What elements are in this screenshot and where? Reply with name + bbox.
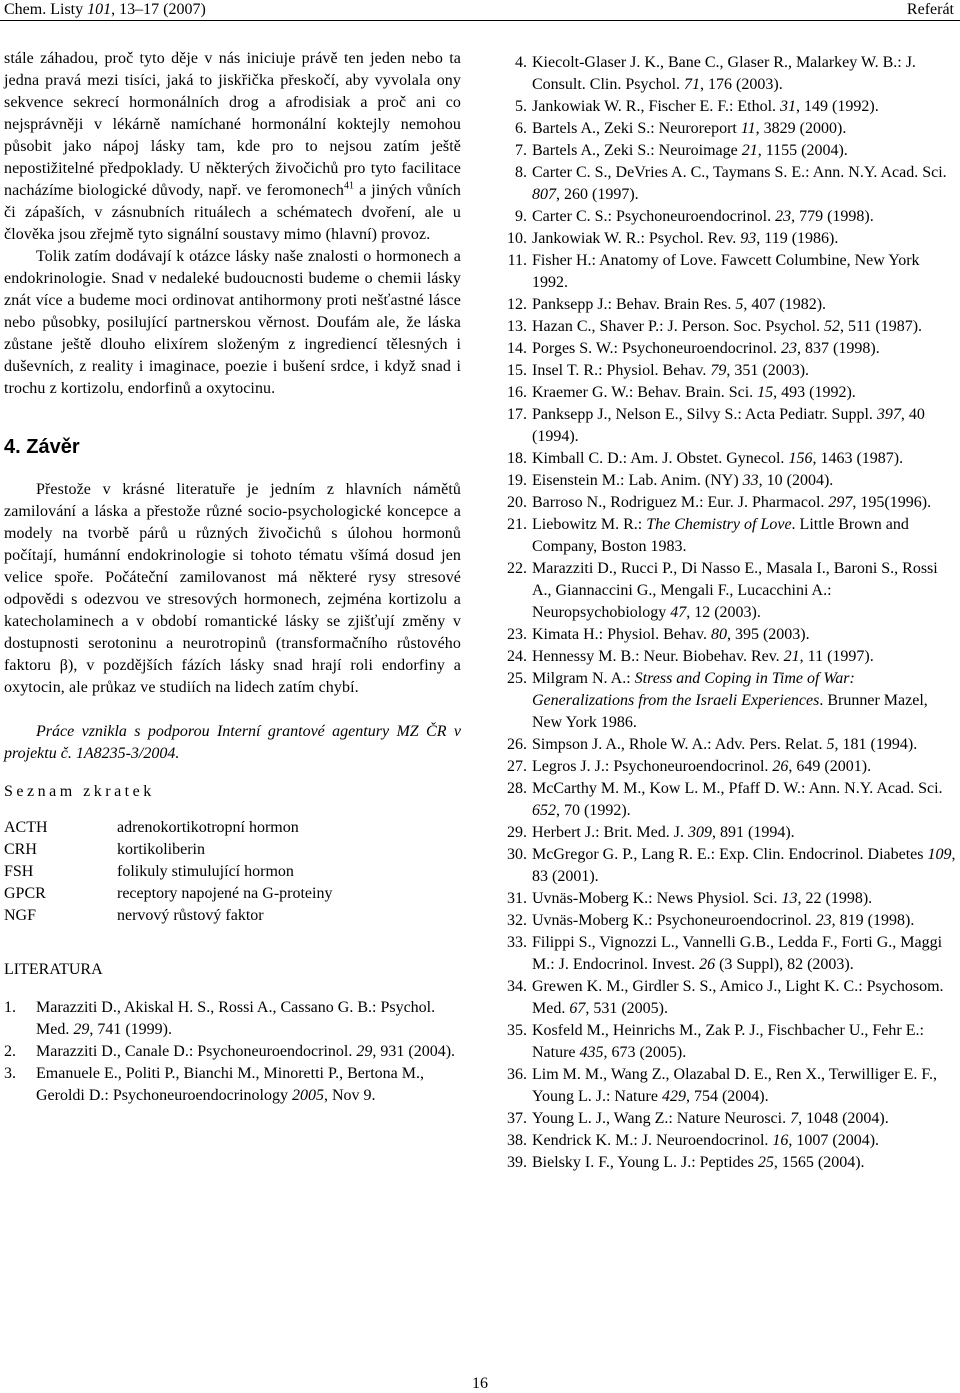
reference-text: Carter C. S., DeVries A. C., Taymans S. E.: Ann. N.Y. Acad. Sci. 807, 260 (1997). (532, 164, 947, 203)
reference-item (499, 932, 957, 976)
body-paragraph-2: Tolik zatím dodávají k otázce lásky naše znalosti o hormonech a endokrinologie. Snad v nedaleké budoucnosti budeme o chemii lásky znát více a budeme moci ordinovat antihormony proti nešťastné lásce nebo působky, posilující partnerskou věrnost. Doufám ale, že láska zůstane ještě dlouho elixírem složeným z ingrediencí tělesných i duševních, z reality i imaginace, poezie i bušení srdce, i když snad i trochu z kortizolu, endorfinů a oxytocinu. (4, 248, 461, 397)
reference-item (499, 668, 957, 734)
reference-number: 7. (515, 142, 527, 159)
reference-number: 16. (507, 384, 527, 401)
reference-item (499, 1152, 957, 1174)
reference-text: McGregor G. P., Lang R. E.: Exp. Clin. Endocrinol. Diabetes 109, 83 (2001). (532, 846, 956, 885)
reference-number: 8. (515, 164, 527, 181)
reference-number: 30. (507, 846, 527, 863)
reference-item (4, 997, 461, 1041)
reference-text: Bartels A., Zeki S.: Neuroimage 21, 1155 (2004). (532, 142, 848, 159)
reference-text: Filippi S., Vignozzi L., Vannelli G.B., Ledda F., Forti G., Maggi M.: J. Endocrinol. Invest. 26 (3 Suppl), 82 (2003). (532, 934, 943, 973)
reference-item (499, 96, 957, 118)
reference-text: Grewen K. M., Girdler S. S., Amico J., Light K. C.: Psychosom. Med. 67, 531 (2005). (532, 978, 944, 1017)
reference-text: Carter C. S.: Psychoneuroendocrinol. 23, 779 (1998). (532, 208, 874, 225)
page-number: 16 (472, 1375, 488, 1392)
reference-number: 34. (507, 978, 527, 995)
reference-text: Fisher H.: Anatomy of Love. Fawcett Columbine, New York 1992. (532, 252, 920, 291)
reference-item (499, 206, 957, 228)
right-column (499, 52, 957, 1174)
abbreviation-row (4, 883, 461, 905)
reference-number: 13. (507, 318, 527, 335)
abbreviation-value: folikuly stimulující hormon (117, 863, 294, 880)
reference-item (499, 1064, 957, 1108)
section-heading: 4. Závěr (4, 436, 80, 458)
abbreviation-row (4, 905, 461, 927)
abbreviation-key: GPCR (4, 885, 46, 902)
reference-number: 15. (507, 362, 527, 379)
reference-item (499, 910, 957, 932)
reference-number: 26. (507, 736, 527, 753)
reference-number: 24. (507, 648, 527, 665)
reference-item (499, 1020, 957, 1064)
abbreviation-key: CRH (4, 841, 37, 858)
reference-text: Legros J. J.: Psychoneuroendocrinol. 26, 649 (2001). (532, 758, 872, 775)
reference-number: 33. (507, 934, 527, 951)
reference-item (499, 822, 957, 844)
reference-text: Hazan C., Shaver P.: J. Person. Soc. Psychol. 52, 511 (1987). (532, 318, 923, 335)
reference-item (499, 514, 957, 558)
reference-number: 38. (507, 1132, 527, 1149)
abbreviation-key: FSH (4, 863, 34, 880)
conclusion-paragraph: Přestože v krásné literatuře je jedním z hlavních námětů zamilování a láska a přestože různé socio-psychologické koncepce a modely na tvorbě párů u různých živočichů s úlohou hormonů počítají, humánní endokrinologie si tohoto tématu všímá dosud jen velice spoře. Počáteční zamilovanost má některé rysy stresové odpovědi s odezvou ve stresových hormonech, zejména kortizolu a katecholaminech a v období romantické lásky se zjišťují změny v dostupnosti serotoninu a neurotropinů (transformačního růstového faktoru β), v pozdějších fázích lásky snad hrají roli endorfiny a oxytocin, ale průkaz ve studiích na lidech zatím chybí. (4, 481, 461, 696)
reference-text: Uvnäs-Moberg K.: News Physiol. Sci. 13, 22 (1998). (532, 890, 873, 907)
reference-text: Milgram N. A.: Stress and Coping in Time of War: Generalizations from the Israeli Experiences. Brunner Mazel, New York 1986. (532, 670, 928, 731)
abbreviations-title: Seznam zkratek (4, 783, 155, 800)
reference-number: 21. (507, 516, 527, 533)
reference-number: 39. (507, 1154, 527, 1171)
reference-item (499, 162, 957, 206)
reference-number: 23. (507, 626, 527, 643)
reference-item (499, 140, 957, 162)
reference-text: Lim M. M., Wang Z., Olazabal D. E., Ren X., Terwilliger E. F., Young L. J.: Nature 429, 754 (2004). (532, 1066, 937, 1105)
reference-number: 28. (507, 780, 527, 797)
reference-item (499, 338, 957, 360)
reference-number: 12. (507, 296, 527, 313)
reference-number: 1. (4, 999, 16, 1016)
reference-text: Barroso N., Rodriguez M.: Eur. J. Pharmacol. 297, 195(1996). (532, 494, 932, 511)
reference-text: Uvnäs-Moberg K.: Psychoneuroendocrinol. 23, 819 (1998). (532, 912, 915, 929)
reference-number: 37. (507, 1110, 527, 1127)
acknowledgement: Práce vznikla s podporou Interní grantové agentury MZ ČR v projektu č. 1A8235-3/2004. (4, 723, 461, 762)
reference-text: Insel T. R.: Physiol. Behav. 79, 351 (2003). (532, 362, 810, 379)
abbreviation-row (4, 861, 461, 883)
journal-citation: Chem. Listy 101, 13–17 (2007) (4, 1, 206, 18)
reference-text: Kraemer G. W.: Behav. Brain. Sci. 15, 493 (1992). (532, 384, 856, 401)
body-paragraph-1: stále záhadou, proč tyto děje v nás iniciuje právě ten jeden nebo ta jedna pravá mezi tisíci, jaká to jiskřička přeskočí, aby vyvolala ony sekvence sekrecí hormonálních drog a afrodisiak a proč ani co nejsprávněji v lékárně namíchané hormonální koktejly nemohou působit jako nápoj lásky tam, kde pro to nejsou zatím ještě nepostižitelné předpoklady. U některých živočichů pro tyto facilitace nacházíme biologické důvody, např. ve feromonech$^{41}$ a jiných vůních či zápaších, v zásnubních rituálech a schématech dvoření, ale u člověka jsou zřejmě tyto signální soustavy mimo (hlavní) provoz. (4, 50, 461, 243)
reference-text: Simpson J. A., Rhole W. A.: Adv. Pers. Relat. 5, 181 (1994). (532, 736, 918, 753)
reference-text: Herbert J.: Brit. Med. J. 309, 891 (1994). (532, 824, 795, 841)
abbreviation-key: NGF (4, 907, 37, 924)
references-list-right (499, 52, 957, 1174)
reference-text: Eisenstein M.: Lab. Anim. (NY) 33, 10 (2004). (532, 472, 834, 489)
reference-item (4, 1063, 461, 1107)
reference-text: Kimata H.: Physiol. Behav. 80, 395 (2003). (532, 626, 810, 643)
abbreviation-value: receptory napojené na G-proteiny (117, 885, 333, 902)
reference-item (499, 778, 957, 822)
reference-item (499, 448, 957, 470)
references-list-left (4, 997, 461, 1107)
reference-item (499, 888, 957, 910)
reference-text: Bielsky I. F., Young L. J.: Peptides 25, 1565 (2004). (532, 1154, 865, 1171)
reference-text: Jankowiak W. R.: Psychol. Rev. 93, 119 (1986). (532, 230, 839, 247)
reference-number: 27. (507, 758, 527, 775)
reference-number: 29. (507, 824, 527, 841)
reference-item (499, 756, 957, 778)
reference-number: 14. (507, 340, 527, 357)
header-rule (0, 20, 960, 21)
citation-superscript: 41 (343, 180, 355, 192)
reference-item (499, 250, 957, 294)
reference-item (499, 976, 957, 1020)
volume-number: 101 (87, 1, 112, 18)
abbreviation-row (4, 839, 461, 861)
reference-number: 20. (507, 494, 527, 511)
abbreviation-value: nervový růstový faktor (117, 907, 264, 924)
reference-text: Porges S. W.: Psychoneuroendocrinol. 23, 837 (1998). (532, 340, 880, 357)
reference-text: Kosfeld M., Heinrichs M., Zak P. J., Fischbacher U., Fehr E.: Nature 435, 673 (2005). (532, 1022, 924, 1061)
reference-text: Young L. J., Wang Z.: Nature Neurosci. 7, 1048 (2004). (532, 1110, 889, 1127)
reference-item (499, 492, 957, 514)
reference-item (499, 228, 957, 250)
reference-text: Hennessy M. B.: Neur. Biobehav. Rev. 21, 11 (1997). (532, 648, 874, 665)
reference-item (499, 360, 957, 382)
reference-text: McCarthy M. M., Kow L. M., Pfaff D. W.: Ann. N.Y. Acad. Sci. 652, 70 (1992). (532, 780, 943, 819)
reference-number: 10. (507, 230, 527, 247)
reference-number: 32. (507, 912, 527, 929)
reference-number: 19. (507, 472, 527, 489)
reference-number: 2. (4, 1043, 16, 1060)
reference-text: Kendrick K. M.: J. Neuroendocrinol. 16, 1007 (2004). (532, 1132, 880, 1149)
reference-number: 17. (507, 406, 527, 423)
reference-number: 6. (515, 120, 527, 137)
reference-item (499, 624, 957, 646)
abbreviation-row (4, 817, 461, 839)
reference-item (499, 118, 957, 140)
reference-text: Panksepp J.: Behav. Brain Res. 5, 407 (1982). (532, 296, 827, 313)
abbreviations-list (4, 817, 461, 927)
reference-number: 11. (507, 252, 527, 269)
reference-number: 18. (507, 450, 527, 467)
reference-text: Marazziti D., Canale D.: Psychoneuroendocrinol. 29, 931 (2004). (36, 1043, 456, 1060)
reference-number: 3. (4, 1065, 16, 1082)
reference-text: Bartels A., Zeki S.: Neuroreport 11, 3829 (2000). (532, 120, 847, 137)
reference-number: 5. (515, 98, 527, 115)
reference-number: 22. (507, 560, 527, 577)
reference-number: 35. (507, 1022, 527, 1039)
reference-item (499, 52, 957, 96)
reference-item (499, 316, 957, 338)
reference-text: Panksepp J., Nelson E., Silvy S.: Acta Pediatr. Suppl. 397, 40 (1994). (532, 406, 925, 445)
reference-text: Kiecolt-Glaser J. K., Bane C., Glaser R., Malarkey W. B.: J. Consult. Clin. Psychol. 71, 176 (2003). (532, 54, 916, 93)
left-column (4, 48, 461, 1107)
reference-text: Jankowiak W. R., Fischer E. F.: Ethol. 31, 149 (1992). (532, 98, 879, 115)
reference-number: 36. (507, 1066, 527, 1083)
reference-text: Marazziti D., Rucci P., Di Nasso E., Masala I., Baroni S., Rossi A., Giannaccini G., Mengali F., Lucacchini A.: Neuropsychobiology 47, 12 (2003). (532, 560, 938, 621)
reference-item (499, 844, 957, 888)
reference-item (499, 646, 957, 668)
reference-number: 4. (515, 54, 527, 71)
abbreviation-value: kortikoliberin (117, 841, 205, 858)
reference-item (499, 734, 957, 756)
reference-text: Kimball C. D.: Am. J. Obstet. Gynecol. 156, 1463 (1987). (532, 450, 904, 467)
reference-text: Marazziti D., Akiskal H. S., Rossi A., Cassano G. B.: Psychol. Med. 29, 741 (1999). (36, 999, 436, 1038)
reference-item (499, 1108, 957, 1130)
abbreviation-key: ACTH (4, 819, 48, 836)
references-title: LITERATURA (4, 961, 103, 978)
reference-item (499, 294, 957, 316)
reference-text: Emanuele E., Politi P., Bianchi M., Minoretti P., Bertona M., Geroldi D.: Psychoneuroendocrinology 2005, Nov 9. (36, 1065, 424, 1104)
reference-number: 25. (507, 670, 527, 687)
reference-item (499, 382, 957, 404)
running-header (0, 0, 960, 22)
reference-item (499, 404, 957, 448)
reference-item (499, 558, 957, 624)
reference-item (499, 470, 957, 492)
reference-number: 31. (507, 890, 527, 907)
reference-text: Liebowitz M. R.: The Chemistry of Love. Little Brown and Company, Boston 1983. (532, 516, 909, 555)
reference-item (4, 1041, 461, 1063)
section-label: Referát (906, 1, 954, 18)
reference-number: 9. (515, 208, 527, 225)
abbreviation-value: adrenokortikotropní hormon (117, 819, 299, 836)
reference-item (499, 1130, 957, 1152)
